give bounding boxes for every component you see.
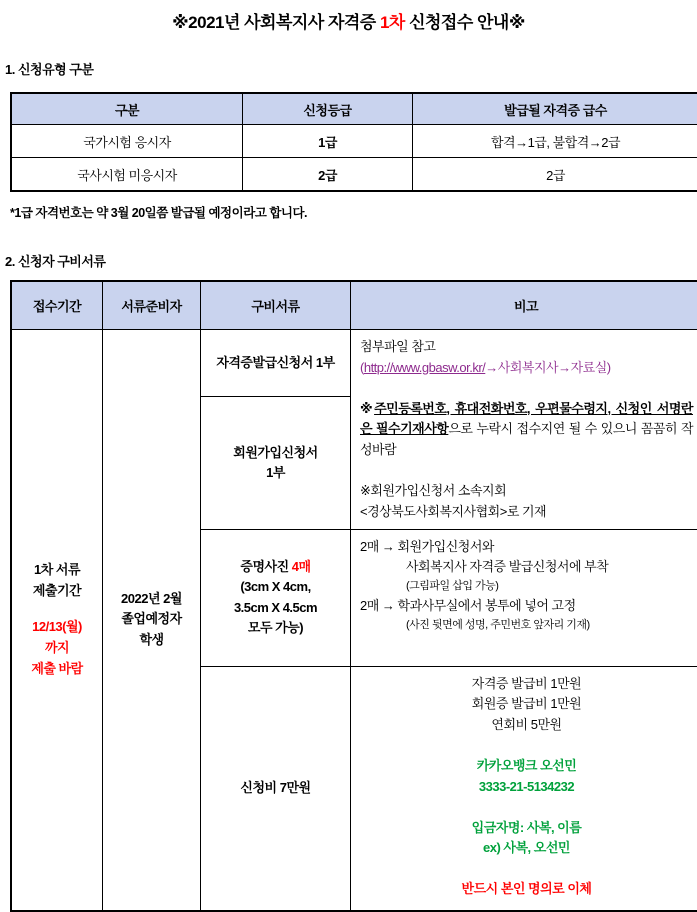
photo-remark-line: 2매 → 학과사무실에서 봉투에 넣어 고정 xyxy=(360,596,693,617)
header-category: 구분 xyxy=(11,93,243,125)
spacer xyxy=(13,601,101,617)
fee-line: 회원증 발급비 1만원 xyxy=(360,694,693,715)
photo-remark-note: (그림파일 삽입 가능) xyxy=(360,578,693,596)
photo-remark-note: (사진 뒷면에 성명, 주민번호 앞자리 기재) xyxy=(360,617,693,635)
cell-grade: 1급 xyxy=(243,125,413,158)
required-documents-table xyxy=(10,280,697,912)
title-highlight: 1차 xyxy=(380,13,405,32)
fee-line: 연회비 5만원 xyxy=(360,715,693,736)
cell-submission-period xyxy=(11,330,103,911)
deadline-line: 제출 바람 xyxy=(13,659,101,680)
preparer-line: 2022년 2월 xyxy=(104,589,199,610)
header-issued: 발급될 자격증 급수 xyxy=(413,93,697,125)
photo-remark-line: 사회복지사 자격증 발급신청서에 부착 xyxy=(360,557,693,578)
spacer xyxy=(360,859,693,879)
header-period: 접수기간 xyxy=(11,281,103,330)
cell-preparer xyxy=(103,330,201,911)
remark-attach-line: 첨부파일 참고 xyxy=(360,337,693,358)
remark-branch-line: <경상북도사회복지사협회>로 기재 xyxy=(360,502,693,523)
title-suffix: 신청접수 안내※ xyxy=(405,13,525,32)
doc-line: 회원가입신청서 xyxy=(202,443,349,463)
table-header-row xyxy=(11,281,697,330)
required-bold-text: 주민등록번호, 휴대전화번호, 우편물수령지, 신청인 서명란은 필수기재사항 xyxy=(360,401,693,437)
doc-line: 1부 xyxy=(202,463,349,483)
cell-grade: 2급 xyxy=(243,158,413,192)
application-type-table xyxy=(10,92,697,192)
header-documents: 구비서류 xyxy=(201,281,351,330)
doc-line: 3.5cm X 4.5cm xyxy=(202,598,349,618)
remark-required-fields xyxy=(360,399,693,461)
preparer-line: 학생 xyxy=(104,630,199,651)
header-preparer: 서류준비자 xyxy=(103,281,201,330)
table1-footnote: *1급 자격번호는 약 3월 20일쯤 발급될 예정이라고 합니다. xyxy=(10,203,697,221)
remark-branch-line: ※회원가입신청서 소속지회 xyxy=(360,481,693,502)
header-grade: 신청등급 xyxy=(243,93,413,125)
deadline-line: 12/13(월) xyxy=(13,617,101,638)
period-line: 1차 서류 xyxy=(13,560,101,581)
table-row xyxy=(11,125,697,158)
link-paren: ( xyxy=(360,360,364,375)
bank-name: 카카오뱅크 오선민 xyxy=(360,756,693,777)
cell-doc-fee: 신청비 7만원 xyxy=(201,666,351,911)
cell-remark-forms xyxy=(351,330,697,530)
photo-remark-line: 2매 → 회원가입신청서와 xyxy=(360,537,693,558)
transfer-warning: 반드시 본인 명의로 이체 xyxy=(360,879,693,900)
cell-doc-photos xyxy=(201,529,351,666)
cell-category: 국가시험 응시자 xyxy=(11,125,243,158)
photo-count: 4매 xyxy=(292,559,311,574)
spacer xyxy=(360,379,693,399)
doc-line xyxy=(202,557,349,577)
required-marker: ※ xyxy=(360,401,374,416)
website-link[interactable]: http://www.gbasw.or.kr/ xyxy=(364,360,485,375)
cell-doc-certificate-form: 자격증발급신청서 1부 xyxy=(201,330,351,397)
cell-category: 국사시험 미응시자 xyxy=(11,158,243,192)
link-path: →사회복지사→자료실) xyxy=(485,360,610,375)
remark-link-line xyxy=(360,358,693,379)
cell-issued: 합격→1급, 불합격→2급 xyxy=(413,125,697,158)
depositor-line: 입금자명: 사복, 이름 xyxy=(360,818,693,839)
required-rest-text: 으로 누락시 접수지연 될 수 있으니 꼼꼼히 작성바람 xyxy=(360,421,693,457)
cell-remark-fee xyxy=(351,666,697,911)
header-remarks: 비고 xyxy=(351,281,697,330)
title-prefix: ※2021년 사회복지사 자격증 xyxy=(172,13,380,32)
spacer xyxy=(360,736,693,756)
page-title xyxy=(0,8,697,33)
spacer xyxy=(360,461,693,481)
section1-heading: 1. 신청유형 구분 xyxy=(5,59,697,78)
cell-doc-membership-form xyxy=(201,397,351,529)
table-header-row xyxy=(11,93,697,125)
cell-issued: 2급 xyxy=(413,158,697,192)
section2-heading: 2. 신청자 구비서류 xyxy=(5,251,697,270)
table-row xyxy=(11,330,697,397)
deadline-line: 까지 xyxy=(13,638,101,659)
fee-line: 자격증 발급비 1만원 xyxy=(360,674,693,695)
table-row xyxy=(11,158,697,192)
preparer-line: 졸업예정자 xyxy=(104,609,199,630)
spacer xyxy=(360,798,693,818)
doc-line: (3cm X 4cm, xyxy=(202,577,349,597)
cell-remark-photos xyxy=(351,529,697,666)
depositor-line: ex) 사복, 오선민 xyxy=(360,838,693,859)
bank-account-number: 3333-21-5134232 xyxy=(360,777,693,798)
doc-line: 모두 가능) xyxy=(202,618,349,638)
photo-label: 증명사진 xyxy=(240,559,291,574)
period-line: 제출기간 xyxy=(13,581,101,602)
